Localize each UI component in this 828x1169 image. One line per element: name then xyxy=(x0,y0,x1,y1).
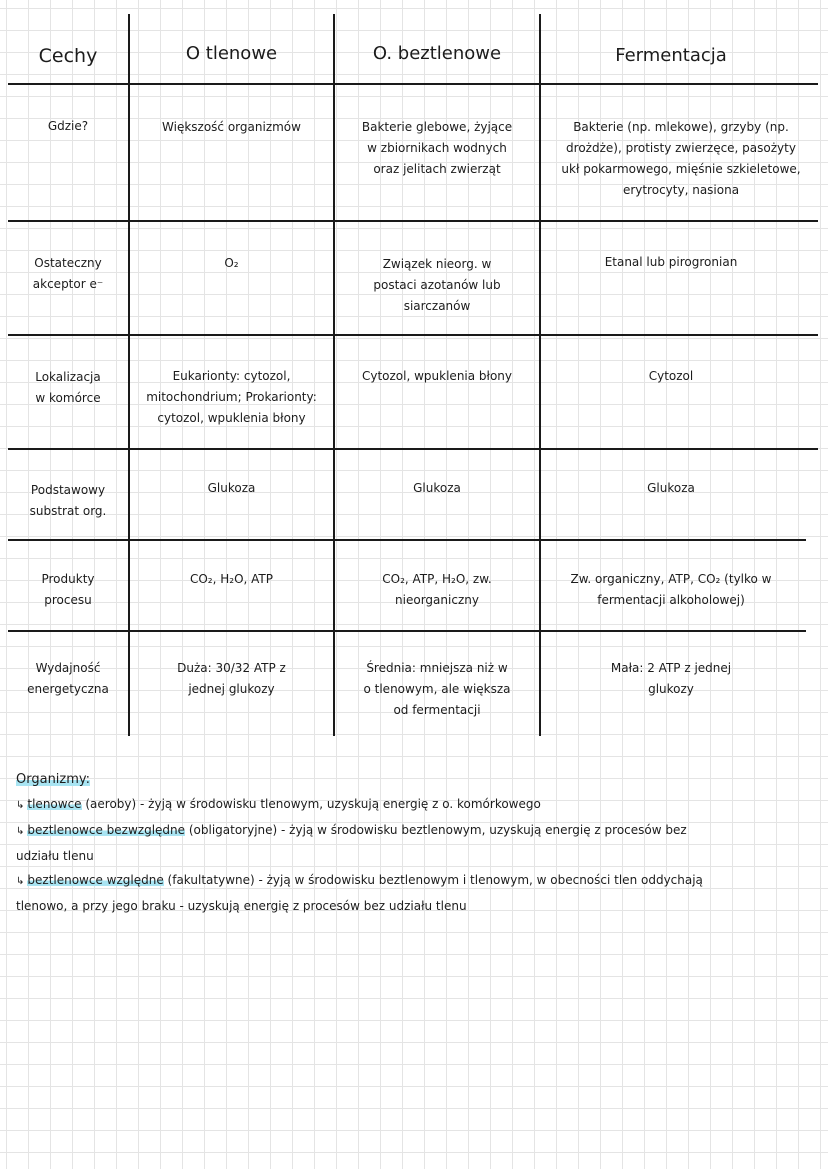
table-divider xyxy=(8,630,806,632)
cell-akceptor-beztlenowe: Związek nieorg. w postaci azotanów lub siarczanów xyxy=(373,257,501,313)
arrow-icon: ↳ xyxy=(16,800,25,811)
note-text: udziału tlenu xyxy=(16,849,94,863)
arrow-icon: ↳ xyxy=(16,826,25,837)
notes-section xyxy=(16,768,824,918)
cell-produkty-fermentacja: Zw. organiczny, ATP, CO₂ (tylko w fermentacji alkoholowej) xyxy=(570,572,772,607)
table-divider xyxy=(8,334,818,336)
note-line xyxy=(16,868,824,894)
cell-wydajnosc-beztlenowe: Średnia: mniejsza niż w o tlenowym, ale większa od fermentacji xyxy=(363,661,511,717)
row-label-lokalizacja: Lokalizacja w komórce xyxy=(35,370,101,405)
cell-substrat-tlenowe: Glukoza xyxy=(207,481,256,495)
header-fermentacja: Fermentacja xyxy=(615,45,727,66)
cell-substrat-beztlenowe: Glukoza xyxy=(413,481,461,495)
cell-wydajnosc-fermentacja: Mała: 2 ATP z jednej glukozy xyxy=(610,661,732,696)
note-text: tlenowo, a przy jego braku - uzyskują energię z procesów bez udziału tlenu xyxy=(16,899,467,913)
note-text: (aeroby) - żyją w środowisku tlenowym, uzyskują energię z o. komórkowego xyxy=(81,797,541,811)
table-divider xyxy=(8,83,818,85)
cell-lokalizacja-beztlenowe: Cytozol, wpuklenia błony xyxy=(361,369,513,383)
header-o-beztlenowe: O. beztlenowe xyxy=(372,43,502,64)
cell-produkty-beztlenowe: CO₂, ATP, H₂O, zw. nieorganiczny xyxy=(382,572,492,607)
cell-gdzie-beztlenowe: Bakterie glebowe, żyjące w zbiornikach wodnych oraz jelitach zwierząt xyxy=(361,120,513,176)
table-divider xyxy=(8,539,806,541)
cell-gdzie-tlenowe: Większość organizmów xyxy=(162,120,301,134)
note-line xyxy=(16,844,824,868)
note-term: beztlenowce względne xyxy=(27,873,164,887)
row-label-gdzie: Gdzie? xyxy=(47,119,89,133)
row-label-wydajnosc: Wydajność energetyczna xyxy=(27,661,109,696)
table-divider xyxy=(8,220,818,222)
cell-akceptor-fermentacja: Etanal lub pirogronian xyxy=(604,255,738,269)
arrow-icon: ↳ xyxy=(16,876,25,887)
note-text: (fakultatywne) - żyją w środowisku beztlenowym i tlenowym, w obecności tlen oddychają xyxy=(163,873,703,887)
notes-title: Organizmy: xyxy=(16,772,91,787)
row-label-substrat: Podstawowy substrat org. xyxy=(29,483,107,518)
note-text: (obligatoryjne) - żyją w środowisku beztlenowym, uzyskują energię z procesów bez xyxy=(185,823,687,837)
cell-akceptor-tlenowe: O₂ xyxy=(224,256,239,270)
note-term: tlenowce xyxy=(27,797,82,811)
table-divider xyxy=(8,448,818,450)
note-term: beztlenowce bezwzględne xyxy=(27,823,186,837)
header-cechy: Cechy xyxy=(38,45,98,67)
row-label-produkty: Produkty procesu xyxy=(41,572,95,607)
cell-lokalizacja-fermentacja: Cytozol xyxy=(648,369,694,383)
note-line xyxy=(16,792,824,818)
cell-produkty-tlenowe: CO₂, H₂O, ATP xyxy=(189,572,273,586)
header-o-tlenowe: O tlenowe xyxy=(185,43,278,64)
cell-substrat-fermentacja: Glukoza xyxy=(647,481,695,495)
cell-gdzie-fermentacja: Bakterie (np. mlekowe), grzyby (np. drożdże), protisty zwierzęce, pasożyty ukł pokarmowego, mięśnie szkieletowe, erytrocyty, nasiona xyxy=(561,120,801,197)
note-line xyxy=(16,818,824,844)
cell-lokalizacja-tlenowe: Eukarionty: cytozol, mitochondrium; Prokarionty: cytozol, wpuklenia błony xyxy=(146,369,317,425)
row-label-akceptor: Ostateczny akceptor e⁻ xyxy=(32,256,104,291)
note-line xyxy=(16,894,824,918)
cell-wydajnosc-tlenowe: Duża: 30/32 ATP z jednej glukozy xyxy=(177,661,286,696)
